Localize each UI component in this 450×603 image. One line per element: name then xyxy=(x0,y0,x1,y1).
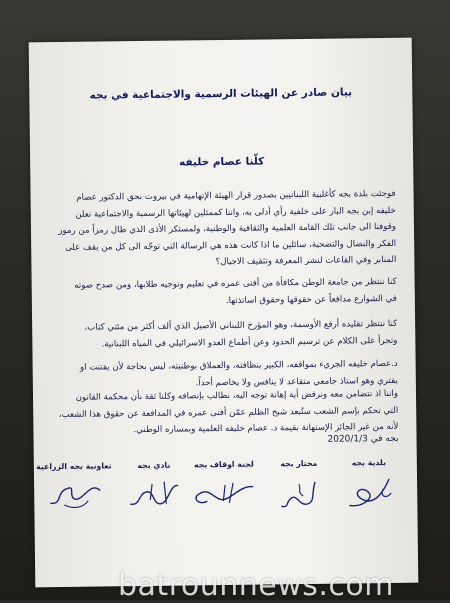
signatory-name: بلدية بجه xyxy=(351,458,387,468)
paragraph-line: فوجئت بلدة بجه كأغلبية اللبنانيين بصدور قرار الهيئة الإتهامية في بيروت بحق الدكتور عصام xyxy=(76,188,396,203)
paragraph-line: الفكر والنضال والتضحية، سائلين ما اذا كانت هذه هي الرسالة التي توجّه الى كل من يقف على xyxy=(65,238,397,253)
handwritten-signature-icon xyxy=(42,474,106,515)
paragraph-line: وقوفنا الى جانب تلك القامة العلمية والثقافية والوطنية، ولمستكر الأذى الذي طال رمزاً من رموز xyxy=(58,221,397,237)
signatory-name: لجنة اوقاف بجه xyxy=(193,459,254,470)
document-page xyxy=(29,38,419,588)
signature-club xyxy=(118,460,191,514)
paragraph-line: المنابر وفي القاعات لنشر المعرفة وتثقيف الاجيال؟ xyxy=(215,254,397,268)
signature-waqf-committee xyxy=(188,460,261,514)
signatory-name: نادي بجه xyxy=(137,460,171,471)
paragraph-line: وتجرأ على الكلام عن ترسيم الحدود وعن أطماع العدو الاسرائيلي في المياه اللبنانية. xyxy=(101,335,398,349)
paragraph-line: التي تحكم بإسم الشعب ستُبعد شبح الظلم عمّن أفنى عمره في المدافعة عن حقوق هذا الشعب، xyxy=(58,405,399,420)
paragraph-5 xyxy=(47,386,399,440)
paragraph-line: واننا اذ نتضامن معه ونرفض أية إهانة توجه اليه، نطالب بإنصافه وكلنا ثقة بأن محكمة القانون xyxy=(75,388,399,403)
handwritten-signature-icon xyxy=(189,473,259,514)
signatory-name: تعاونية بجه الزراعية xyxy=(36,461,112,472)
paragraph-1 xyxy=(44,186,396,273)
signature-block xyxy=(36,458,406,542)
paragraph-line: يفتري وهو استاذ جامعي متقاعد لا ينافس ولا يخاصم أحداً. xyxy=(195,375,398,388)
paragraph-line: كنا ننتظر من جامعة الوطن مكافأة من أفنى عمره في تعليم وتوجيه طلابها، ومن صدح صوته xyxy=(74,276,397,291)
handwritten-signature-icon xyxy=(339,471,399,512)
paragraph-line: خليفه إبن بجه البار على خلفية رأي أدلى به، واننا كممثلين لهيئاتها الرسمية والاجتماعية نعلن xyxy=(75,205,396,220)
paragraph-line: في الشوارع مدافعاً عن حقوقها وحقوق اساتذتها. xyxy=(225,293,397,306)
handwritten-signature-icon xyxy=(124,473,184,514)
signature-municipality xyxy=(333,458,406,512)
site-watermark: batrounnews.com xyxy=(118,568,394,603)
document-date: بجه في 2020/1/3 xyxy=(327,433,399,445)
signatory-name: مختار بجه xyxy=(280,458,318,469)
paragraph-line: د.عصام خليفه الجريء بمواقفه، الكبير بنظافته، والعملاق بوطنيته، ليس بحاجة لأن يفتنت او xyxy=(79,358,398,373)
paragraph-line: لأنه من غير الجائز الإستهانة بقيمة د. عصام خليفه العلمية وبمساره الوطني. xyxy=(133,421,399,436)
handwritten-signature-icon xyxy=(269,472,329,513)
document-title: بيان صادر عن الهيئات الرسمية والاجتماعية في بجه xyxy=(89,86,353,102)
paragraph-line: كنا ننتظر تقليده أرفع الأوسمة، وهو المؤرخ اللبناني الأصيل الذي ألف أكثر من مئتي كتاب، xyxy=(84,318,398,333)
document-subtitle: كلّنا عصام خليفه xyxy=(179,155,265,169)
paragraph-3 xyxy=(46,316,397,353)
signature-cooperative xyxy=(33,461,116,515)
signature-mukhtar xyxy=(263,459,336,513)
paragraph-2 xyxy=(46,274,397,311)
